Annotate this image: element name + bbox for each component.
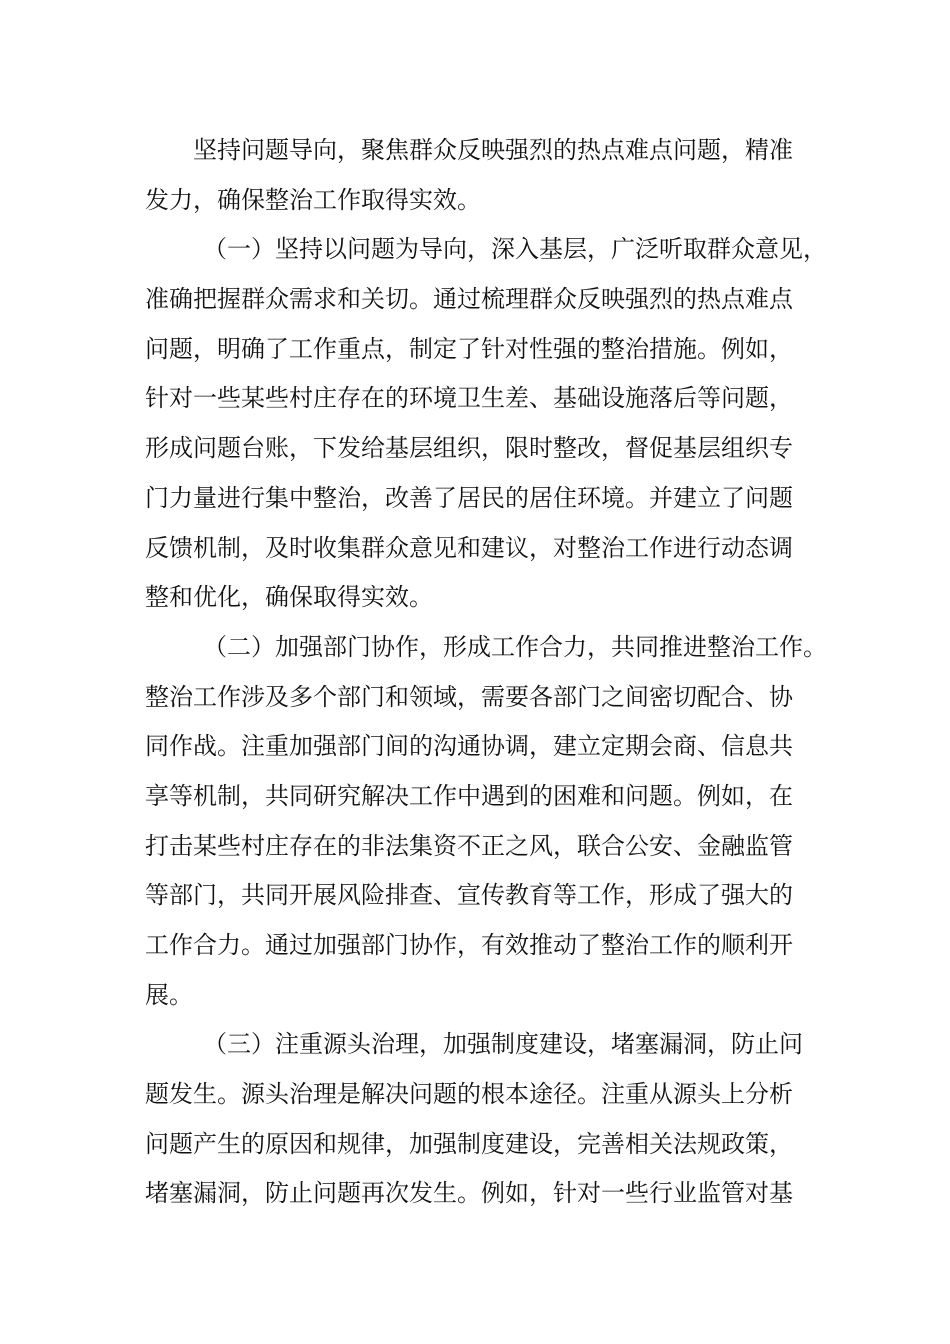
text-line: （一）坚持以问题为导向，深入基层，广泛听取群众意见， — [203, 235, 827, 264]
text-line: 反馈机制，及时收集群众意见和建议，对整治工作进行动态调 — [145, 533, 793, 562]
text-line: 展。 — [145, 980, 193, 1009]
text-line: 准确把握群众需求和关切。通过梳理群众反映强烈的热点难点 — [145, 285, 793, 314]
text-line: （三）注重源头治理，加强制度建设，堵塞漏洞，防止问 — [203, 1030, 803, 1059]
text-line: 针对一些某些村庄存在的环境卫生差、基础设施落后等问题， — [145, 384, 793, 413]
paragraph-section-1 — [145, 225, 827, 623]
text-line: 打击某些村庄存在的非法集资不正之风，联合公安、金融监管 — [145, 831, 793, 860]
paragraph-intro — [145, 126, 815, 225]
text-line: 整和优化，确保取得实效。 — [145, 583, 433, 612]
text-line: 同作战。注重加强部门间的沟通协调，建立定期会商、信息共 — [145, 732, 793, 761]
document-body — [145, 126, 827, 1219]
text-line: 门力量进行集中整治，改善了居民的居住环境。并建立了问题 — [145, 483, 793, 512]
text-line: 发力，确保整治工作取得实效。 — [145, 185, 481, 214]
text-line: 形成问题台账，下发给基层组织，限时整改，督促基层组织专 — [145, 434, 793, 463]
text-line: 等部门，共同开展风险排查、宣传教育等工作，形成了强大的 — [145, 881, 793, 910]
text-line: 问题，明确了工作重点，制定了针对性强的整治措施。例如， — [145, 334, 793, 363]
text-line: 享等机制，共同研究解决工作中遇到的困难和问题。例如，在 — [145, 781, 793, 810]
paragraph-section-3 — [145, 1020, 815, 1219]
text-line: （二）加强部门协作，形成工作合力，共同推进整治工作。 — [203, 632, 827, 661]
text-line: 坚持问题导向，聚焦群众反映强烈的热点难点问题，精准 — [193, 136, 793, 164]
text-line: 工作合力。通过加强部门协作，有效推动了整治工作的顺利开 — [145, 931, 793, 959]
text-line: 题发生。源头治理是解决问题的根本途径。注重从源头上分析 — [145, 1080, 793, 1109]
text-line: 整治工作涉及多个部门和领域，需要各部门之间密切配合、协 — [145, 682, 793, 711]
text-line: 堵塞漏洞，防止问题再次发生。例如，针对一些行业监管对基 — [145, 1179, 793, 1208]
paragraph-section-2 — [145, 623, 827, 1021]
text-line: 问题产生的原因和规律，加强制度建设，完善相关法规政策， — [145, 1129, 793, 1158]
